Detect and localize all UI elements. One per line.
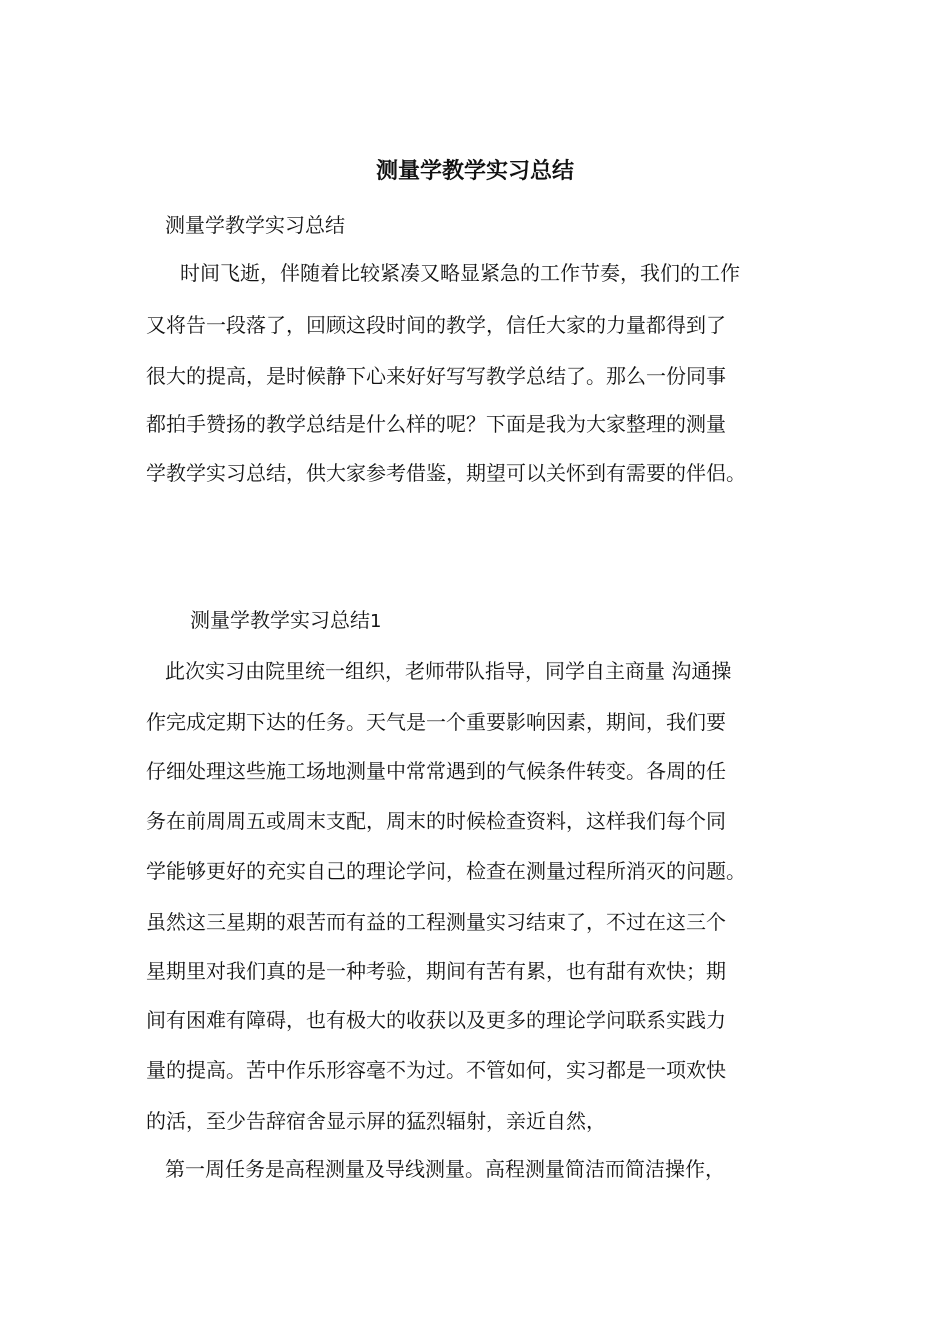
- body-line: 第一周任务是高程测量及导线测量。高程测量简洁而简洁操作，: [165, 1157, 725, 1181]
- intro-line: 很大的提高，是时候静下心来好好写写教学总结了。那么一份同事: [146, 364, 726, 388]
- body-line: 学能够更好的充实自己的理论学问，检查在测量过程所消灭的问题。: [146, 859, 746, 883]
- document-title: 测量学教学实习总结: [375, 158, 574, 184]
- body-line: 此次实习由院里统一组织，老师带队指导，同学自主商量 沟通操: [165, 659, 732, 683]
- intro-line: 时间飞逝，伴随着比较紧凑又略显紧急的工作节奏，我们的工作: [180, 261, 740, 285]
- body-line: 务在前周周五或周末支配，周末的时候检查资料，这样我们每个同: [146, 809, 726, 833]
- document-subtitle: 测量学教学实习总结: [165, 213, 345, 237]
- body-line: 作完成定期下达的任务。天气是一个重要影响因素，期间，我们要: [146, 710, 726, 734]
- section-heading: [190, 605, 381, 637]
- body-line: 间有困难有障碍，也有极大的收获以及更多的理论学问联系实践力: [146, 1008, 726, 1032]
- section-heading-number: 1: [370, 611, 382, 632]
- intro-line: 又将告一段落了，回顾这段时间的教学，信任大家的力量都得到了: [146, 313, 726, 337]
- body-line: 仔细处理这些施工场地测量中常常遇到的气候条件转变。各周的任: [146, 759, 726, 783]
- body-line: 量的提高。苦中作乐形容毫不为过。不管如何，实习都是一项欢快: [146, 1058, 726, 1082]
- body-line: 的活，至少告辞宿舍显示屏的猛烈辐射，亲近自然，: [146, 1109, 606, 1133]
- body-line: 虽然这三星期的艰苦而有益的工程测量实习结束了，不过在这三个: [146, 910, 726, 934]
- section-heading-text: 测量学教学实习总结: [190, 608, 370, 632]
- intro-line: 都拍手赞扬的教学总结是什么样的呢？下面是我为大家整理的测量: [146, 412, 726, 436]
- intro-line: 学教学实习总结，供大家参考借鉴，期望可以关怀到有需要的伴侣。: [146, 461, 746, 485]
- body-line: 星期里对我们真的是一种考验，期间有苦有累，也有甜有欢快；期: [146, 959, 726, 983]
